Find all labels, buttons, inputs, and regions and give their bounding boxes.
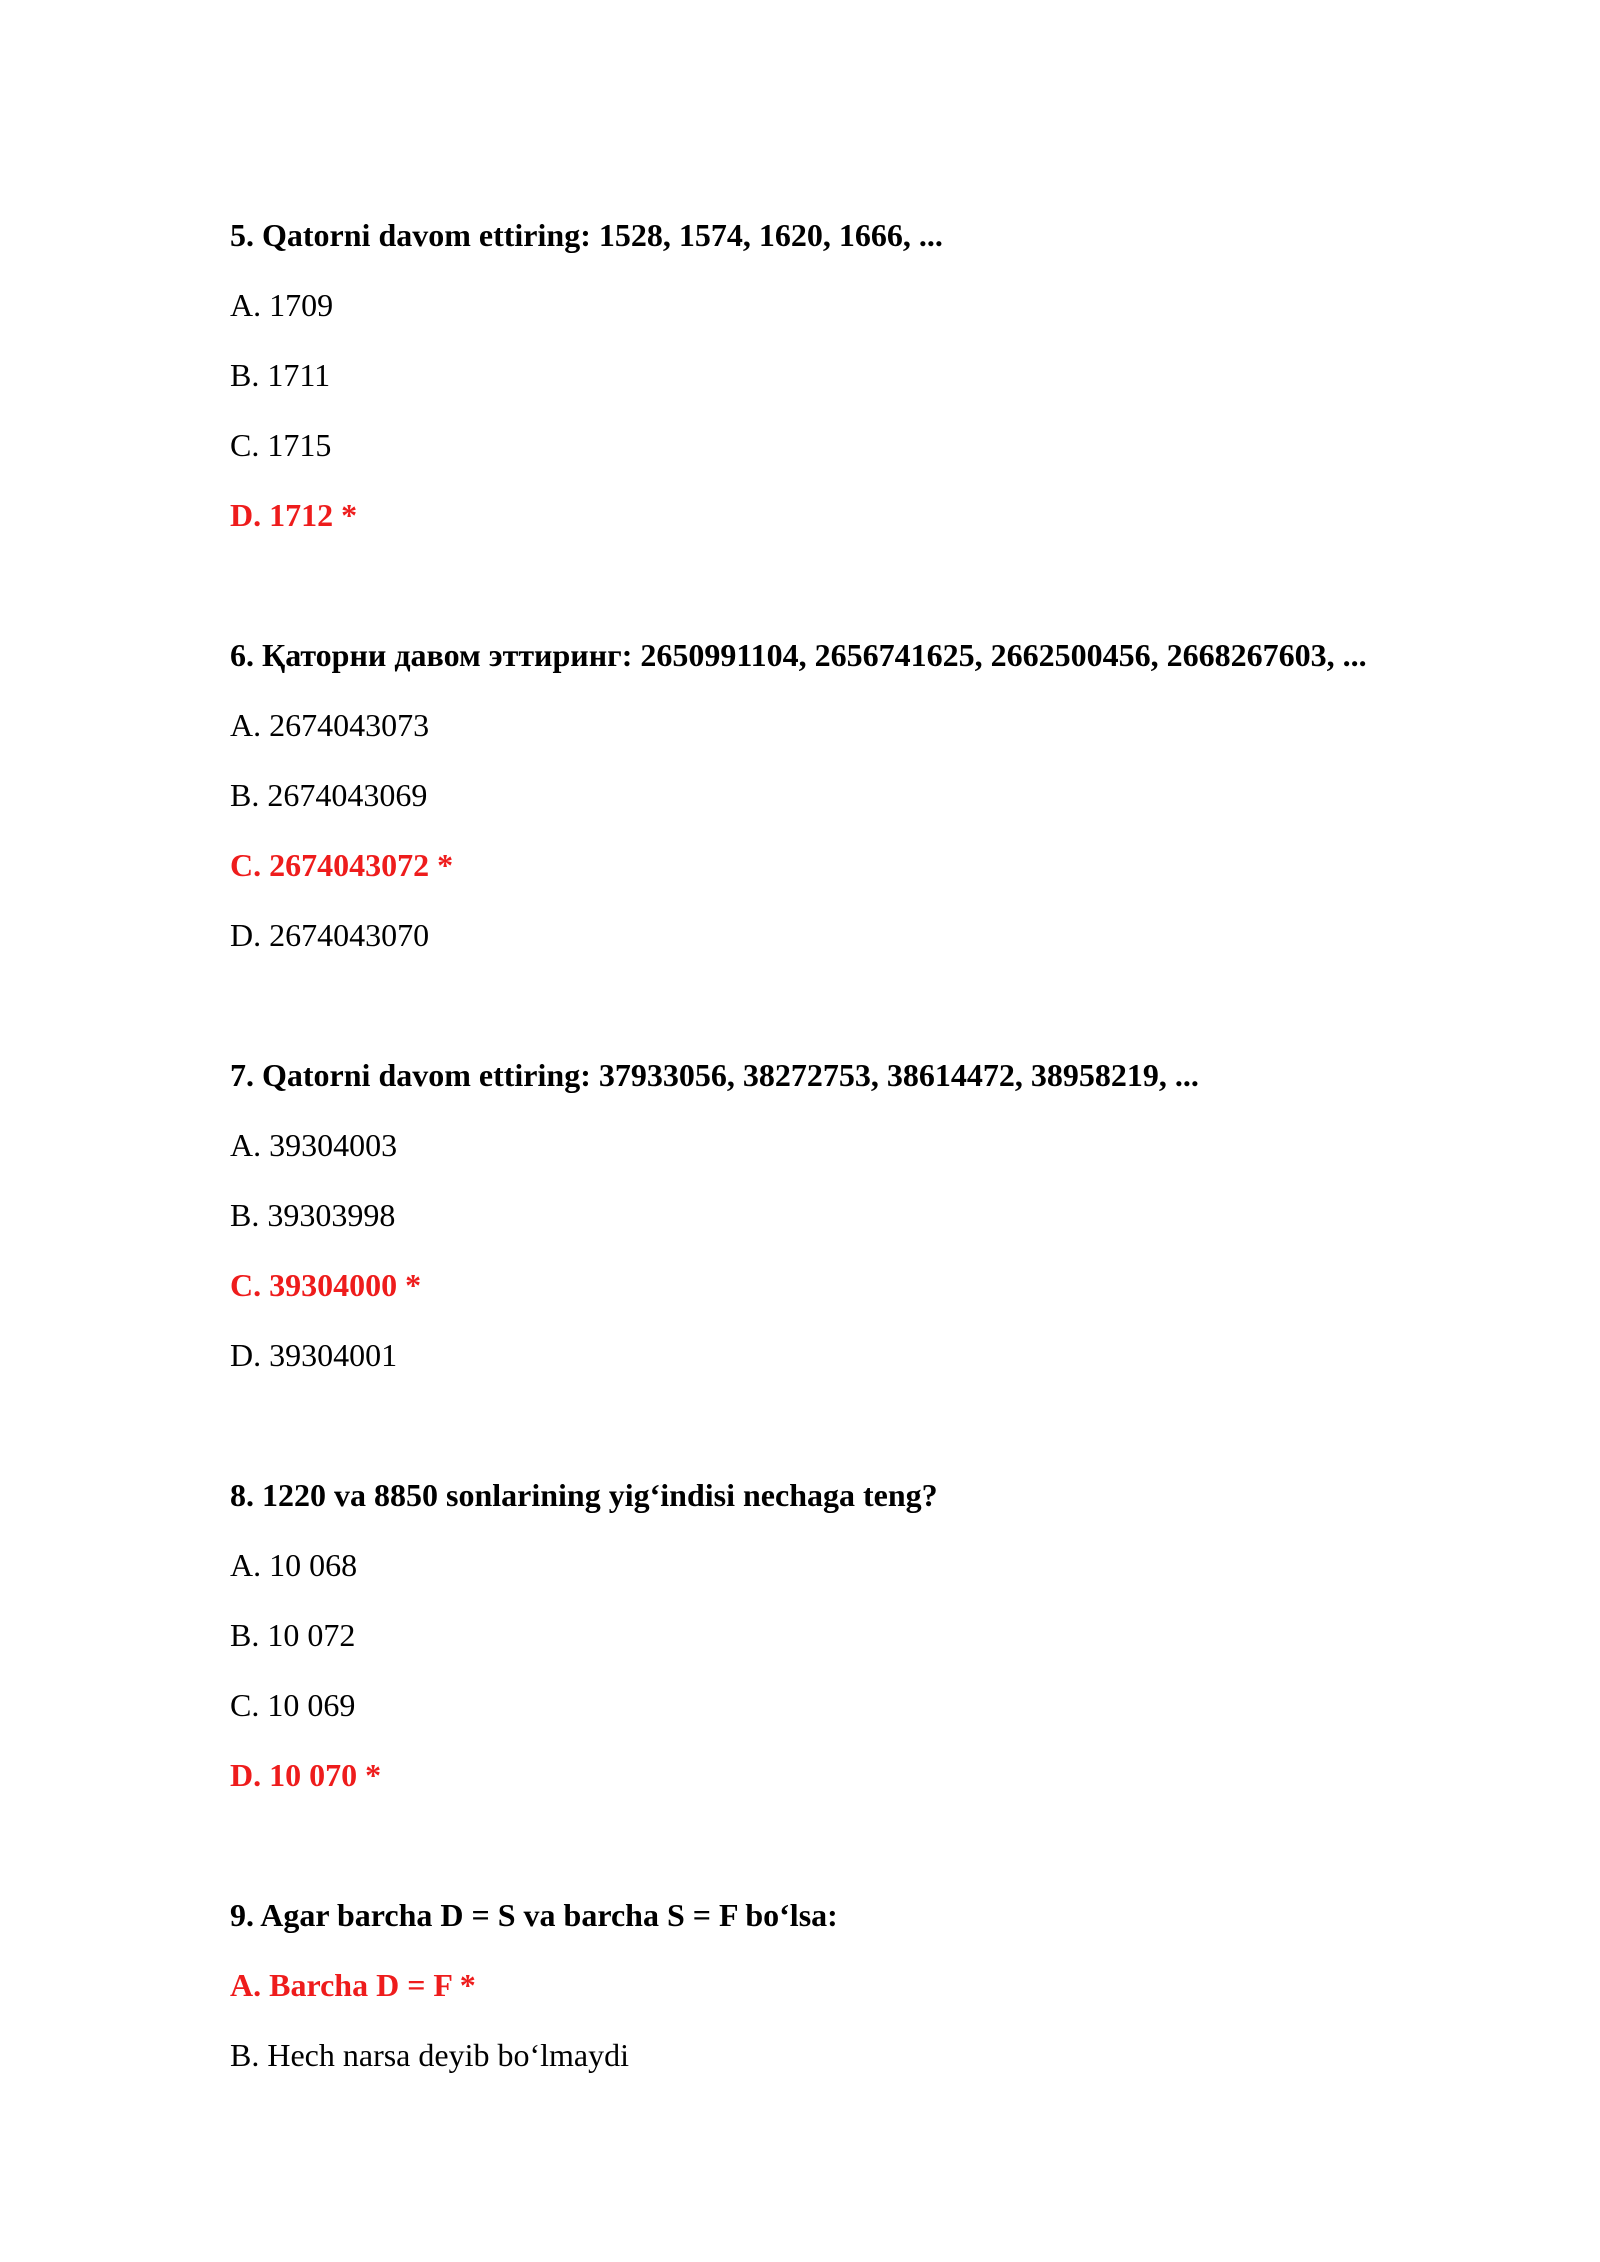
option-b: B. 1711 xyxy=(230,357,331,393)
question-5 xyxy=(230,216,1430,534)
option-a: A. 39304003 xyxy=(230,1127,398,1163)
spacer xyxy=(230,1406,1430,1476)
option-a-correct: A. Barcha D = F * xyxy=(230,1967,476,2003)
question-text: 6. Қаторни давом эттиринг: 2650991104, 2656741625, 2662500456, 2668267603, ... xyxy=(230,637,1367,673)
spacer xyxy=(230,986,1430,1056)
option-c-correct: C. 2674043072 * xyxy=(230,847,454,883)
option-d: D. 2674043070 xyxy=(230,917,430,953)
option-c-correct: C. 39304000 * xyxy=(230,1267,422,1303)
quiz-page xyxy=(230,216,1430,2106)
question-text: 8. 1220 va 8850 sonlarining yig‘indisi nechaga teng? xyxy=(230,1477,938,1513)
question-8 xyxy=(230,1476,1430,1794)
option-c: C. 1715 xyxy=(230,427,332,463)
question-6 xyxy=(230,636,1430,954)
question-9 xyxy=(230,1896,1430,2074)
option-b: B. 10 072 xyxy=(230,1617,356,1653)
option-a: A. 2674043073 xyxy=(230,707,430,743)
option-b: B. Hech narsa deyib bo‘lmaydi xyxy=(230,2037,629,2073)
option-b: B. 2674043069 xyxy=(230,777,428,813)
spacer xyxy=(230,1826,1430,1896)
option-a: A. 10 068 xyxy=(230,1547,358,1583)
option-d: D. 39304001 xyxy=(230,1337,398,1373)
option-c: C. 10 069 xyxy=(230,1687,356,1723)
option-d-correct: D. 10 070 * xyxy=(230,1757,382,1793)
question-text: 5. Qatorni davom ettiring: 1528, 1574, 1620, 1666, ... xyxy=(230,217,943,253)
option-b: B. 39303998 xyxy=(230,1197,396,1233)
question-7 xyxy=(230,1056,1430,1374)
option-d-correct: D. 1712 * xyxy=(230,497,358,533)
question-text: 9. Agar barcha D = S va barcha S = F bo‘lsa: xyxy=(230,1897,838,1933)
spacer xyxy=(230,566,1430,636)
option-a: A. 1709 xyxy=(230,287,334,323)
question-text: 7. Qatorni davom ettiring: 37933056, 38272753, 38614472, 38958219, ... xyxy=(230,1057,1199,1093)
